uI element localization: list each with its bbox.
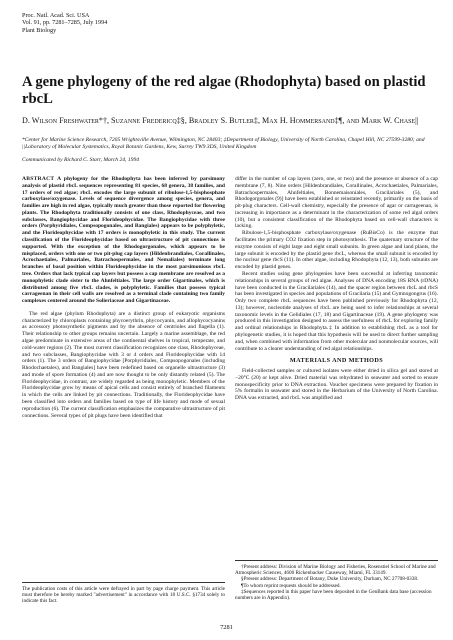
article-title: A gene phylogeny of the red algae (Rhodophyta) based on plastid rbcL <box>22 74 426 107</box>
journal-volume: Vol. 91, pp. 7281–7285, July 1994 <box>22 19 108 27</box>
abstract-label: ABSTRACT <box>22 176 55 182</box>
publication-cost-notice: The publication costs of this article were defrayed in part by page charge payment. This article must therefore be hereby marked "advertisement" in accordance with 18 U.S.C. §1734 solely to indicate this fact. <box>22 582 225 605</box>
right-paragraph-2: Ribulose-1,5-bisphosphate carboxylase/oxygenase (RuBisCo) is the enzyme that facilitates the primary CO2 fixation step in photosynthesis. The quaternary structure of the enzyme consists of eight large and eight small subunits. In green algae and land plants, the large subunit is encoded by the plastid gene rbcL, whereas the small subunit is encoded by the nuclear gene rbcS (11). In other algae, including Rhodophyta (12, 13), both subunits are encoded by plastid genes. <box>235 230 438 271</box>
footnote: ‡Sequences reported in this paper have been deposited in the GenBank data base (accession numbers are in Appendix). <box>235 588 432 602</box>
right-column <box>235 176 438 402</box>
journal-field: Plant Biology <box>22 26 57 34</box>
abstract <box>22 176 225 305</box>
communicated-by: Communicated by Richard C. Starr, March 24, 1994 <box>22 157 140 163</box>
page-number: 7281 <box>220 624 233 631</box>
affiliations: *Center for Marine Science Research, 7205 Wrightsville Avenue, Wilmington, NC 28403; ‡Department of Biology, University of North Carolina, Chapel Hill, NC 27599-3280; and ||Laboratory of Molecular Systematics, Royal Botanic Gardens, Kew, Surrey TW9 3DS, United Kingdom <box>22 137 425 150</box>
methods-heading: MATERIALS AND METHODS <box>289 357 384 365</box>
author-list: D. Wilson Freshwater*†, Suzanne Fredericq‡§, Bradley S. Butler‡, Max H. Hommersand‡¶, and Mark W. Chase|| <box>22 116 419 125</box>
footnote: §Present address: Department of Botany, Duke University, Durham, NC 27708-0338. <box>241 576 419 583</box>
journal-name: Proc. Natl. Acad. Sci. USA <box>22 12 90 19</box>
right-paragraph-3: Recent studies using gene phylogenies have been successful at inferring taxonomic relationships in several groups of red algae. Analyses of DNA encoding 18S RNA (rDNA) have been conducted in the Gracilariales (14), and the spacer region between rbcL and rbcS has been investigated in species and populations of Gracilaria (15) and Gymnogongrus (16). Only two complete rbcL sequences have been published previously for Rhodophyta (12, 13); however, nucleotide analyses of rbcL are being used to infer relationships at several taxonomic levels in the Gelidiales (17, 18) and Gigartinaceae (19). A gene phylogeny was produced in this investigation designed to assess the usefulness of rbcL for exploring family and ordinal relationships in Rhodophyta.‡ In addition to establishing rbcL as a tool for phylogenetic studies, it is hoped that this hypothesis will be used to direct further sampling and, when combined with information from other molecular and nonmolecular sources, will contribute to a clearer understanding of red algal relationships. <box>235 270 438 352</box>
methods-paragraph: Field-collected samples or cultured isolates were either dried in silica gel and stored at −20°C (20) or kept alive. Dried material was rehydrated in seawater and sorted to ensure monospecificity prior to DNA extraction. Voucher specimens were prepared by fixation in 5% formalin in seawater and stored in the Herbarium of the University of North Carolina. DNA was extracted, and rbcL was amplified and <box>235 368 438 402</box>
journal-header <box>22 12 107 34</box>
footnote: ¶To whom reprint requests should be addressed. <box>241 582 341 589</box>
introduction-paragraph: The red algae (phylum Rhodophyta) are a distinct group of eukaryotic organisms characterized by chloroplasts containing phycoerythrin, phycocyanin, and allophycocyanins as accessory photosynthetic pigments and by the absence of centrioles and flagella (1). Their relationship to other groups remains uncertain. Largely a marine assemblage, the red algae predominate in extensive areas of the continental shelves in tropical, temperate, and cold-water regions (2). The most current classification recognizes one class, Rhodophyceae, and two subclasses, Bangiophycidae with 3 or 4 orders and Florideophycidae with 14 orders (1). The 3 orders of Bangiophycidae [Porphyridiales, Compsopogonales (including Rhodochaetales), and Bangiales] have been redefined based on organelle ultrastructure (3) and mode of spore formation (4) and are now thought to be only distantly related (5). The Florideophycidae, in contrast, are widely regarded as being monophyletic. Members of the Florideophycidae grow by means of apical cells and consist entirely of branched filaments in which the cells are linked by pit connections. Traditionally, the Florideophycidae have been classified into orders and families based on type of life history and mode of sexual reproduction (6). The current classification emphasizes the comparative ultrastructure of pit connections. Several types of pit plugs have been identified that <box>22 310 225 419</box>
left-column <box>22 176 225 419</box>
abstract-text: A phylogeny for the Rhodophyta has been inferred by parsimony analysis of plastid rbcL sequences representing 81 species, 68 genera, 38 families, and 17 orders of red algae; rbcL encodes the large subunit of ribulose-1,5-bisphosphate carboxylase/oxygenase. Levels of sequence divergence among species, genera, and families are high in red algae, typically much greater than those reported for flowering plants. The Rhodophyta traditionally consists of one class, Rhodophyceae, and two subclasses, Bangiophycidae and Florideophycidae. The Bangiophycidae with three orders (Porphyridiales, Compsopogonales, and Bangiales) appears to be polyphyletic, and the Florideophycidae with 17 orders is monophyletic in this study. The current classification of the Florideophycidae based on ultrastructure of pit connections is supported. With the exception of the Rhodogorgonales, which appears to be misplaced, orders with one or two pit-plug cap layers (Hildenbrandiales, Corallinales, Acrochaetiales, Palmariales, Batrachospermales, and Nemaliales) terminate long branches of basal position within Florideophycidae in the most parsimonious rbcL tree. Orders that lack typical cap layers but possess a cap membrane are resolved as a monophyletic clade sister to the Ahnfeltiales. The large order Gigartinales, which is distributed among five rbcL clades, is polyphyletic. Families that possess typical carrageenan in their cell walls are resolved as a terminal clade containing two family complexes centered around the Solieriaceae and Gigartinaceae. <box>22 176 225 305</box>
footnote: †Present address: Division of Marine Biology and Fisheries, Rosenstiel School of Marine and Atmospheric Sciences, 4600 Rickenbacker Causeway, Miami, FL 33149. <box>235 564 436 577</box>
right-paragraph-1: differ in the number of cap layers (zero, one, or two) and the presence or absence of a cap membrane (7, 8). Nine orders [Hildenbrandiales, Corallinales, Acrochaetiales, Palmariales, Batrachospermales, Ahnfeltiales, Bonnemaisoniales, Gracilariales (5), and Rhodogorgonales (9)] have been established or reinstated recently, primarily on the basis of pit-plug characters. Cell-wall chemistry, especially the presence of agar or carrageenan, is increasing in importance as a determinant in the characterization of some red algal orders (10), but a consistent classification of the Rhodophyta based on cell-wall characters is lacking. <box>235 176 438 230</box>
footnotes <box>235 560 438 601</box>
